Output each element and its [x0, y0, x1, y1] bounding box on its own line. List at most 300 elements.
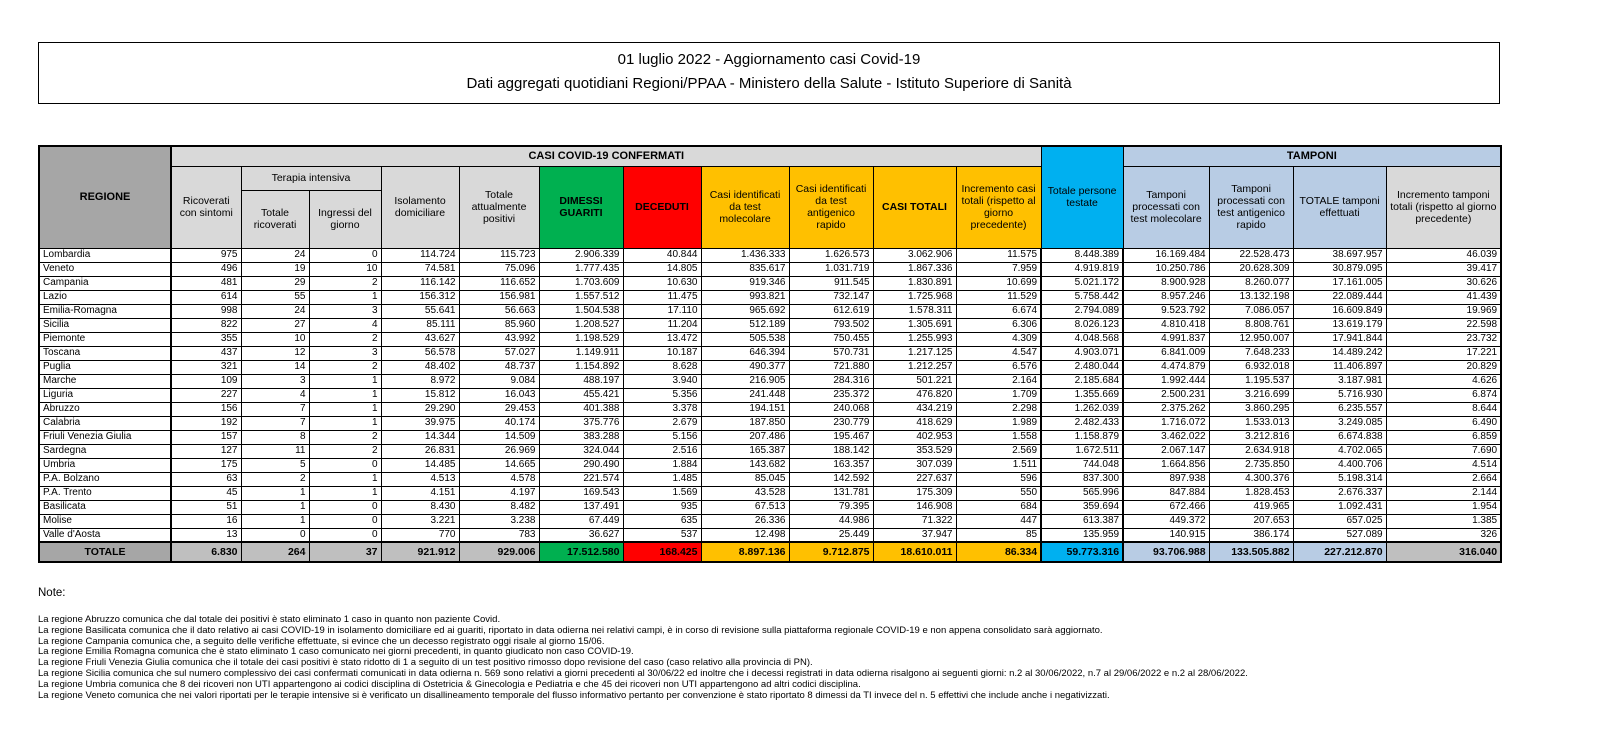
data-cell: 17.941.844	[1293, 332, 1386, 346]
data-cell: 227	[171, 388, 241, 402]
data-cell: 1	[309, 290, 381, 304]
data-cell: 3.378	[623, 402, 701, 416]
table-row	[39, 500, 1501, 514]
data-cell: 40.174	[459, 416, 539, 430]
data-cell: 1.436.333	[701, 248, 789, 262]
data-cell: 26.831	[381, 444, 459, 458]
column-header-ingressi-giorno: Ingressi del giorno	[309, 190, 381, 248]
table-row	[39, 304, 1501, 318]
data-cell: 4.903.071	[1041, 346, 1123, 360]
total-cell: 17.512.580	[539, 542, 623, 562]
data-cell: 175.309	[873, 486, 956, 500]
data-cell: 353.529	[873, 444, 956, 458]
data-cell: 43.992	[459, 332, 539, 346]
table-row	[39, 486, 1501, 500]
total-cell: 264	[241, 542, 309, 562]
data-cell: 5	[241, 458, 309, 472]
total-cell: 168.425	[623, 542, 701, 562]
note-line: La regione Basilicata comunica che il dato relativo ai casi COVID-19 in isolamento domiciliare ed ai guariti, riportato in data odierna nei relativi campi, è in corso di revisione sulla piattaforma regionale COVID-19 e non appena consolidato sarà aggiornato.	[38, 624, 1103, 636]
column-header-totale-ricoverati: Totale ricoverati	[241, 190, 309, 248]
data-cell: 8.430	[381, 500, 459, 514]
data-cell: 2	[309, 332, 381, 346]
column-header-casi-antigenico: Casi identificati da test antigenico rapido	[789, 166, 873, 248]
data-cell: 2.664	[1386, 472, 1501, 486]
data-cell: 750.455	[789, 332, 873, 346]
data-cell: 1.485	[623, 472, 701, 486]
notes-list	[38, 615, 1500, 701]
region-name: Umbria	[39, 458, 171, 472]
data-cell: 6.306	[956, 318, 1041, 332]
data-cell: 36.627	[539, 528, 623, 542]
data-cell: 1.158.879	[1041, 430, 1123, 444]
table-row	[39, 416, 1501, 430]
column-header-casi-molecolare: Casi identificati da test molecolare	[701, 166, 789, 248]
data-cell: 135.959	[1041, 528, 1123, 542]
data-cell: 657.025	[1293, 514, 1386, 528]
total-cell: 86.334	[956, 542, 1041, 562]
report-title-box	[38, 42, 1500, 104]
data-cell: 22.528.473	[1209, 248, 1293, 262]
data-cell: 11.204	[623, 318, 701, 332]
data-cell: 169.543	[539, 486, 623, 500]
data-cell: 2.676.337	[1293, 486, 1386, 500]
column-header-tamponi-molecolare: Tamponi processati con test molecolare	[1123, 166, 1209, 248]
data-cell: 570.731	[789, 346, 873, 360]
data-cell: 7	[241, 402, 309, 416]
data-cell: 6.235.557	[1293, 402, 1386, 416]
data-cell: 0	[309, 500, 381, 514]
region-name: Piemonte	[39, 332, 171, 346]
data-cell: 29.453	[459, 402, 539, 416]
data-cell: 2.298	[956, 402, 1041, 416]
data-cell: 17.221	[1386, 346, 1501, 360]
data-cell: 2	[309, 360, 381, 374]
data-cell: 993.821	[701, 290, 789, 304]
data-cell: 11.406.897	[1293, 360, 1386, 374]
data-cell: 10	[241, 332, 309, 346]
data-cell: 85.960	[459, 318, 539, 332]
data-cell: 41.439	[1386, 290, 1501, 304]
data-cell: 1.031.719	[789, 262, 873, 276]
data-cell: 897.938	[1123, 472, 1209, 486]
data-cell: 1	[241, 514, 309, 528]
data-cell: 1.385	[1386, 514, 1501, 528]
region-name: Veneto	[39, 262, 171, 276]
data-cell: 19	[241, 262, 309, 276]
column-header-persone-testate: Totale persone testate	[1041, 146, 1123, 248]
data-cell: 1.954	[1386, 500, 1501, 514]
data-cell: 1.664.856	[1123, 458, 1209, 472]
table-row	[39, 388, 1501, 402]
data-cell: 975	[171, 248, 241, 262]
data-cell: 612.619	[789, 304, 873, 318]
table-row	[39, 318, 1501, 332]
data-cell: 207.653	[1209, 514, 1293, 528]
data-cell: 3.860.295	[1209, 402, 1293, 416]
region-name: P.A. Bolzano	[39, 472, 171, 486]
data-cell: 383.288	[539, 430, 623, 444]
data-cell: 8.448.389	[1041, 248, 1123, 262]
data-cell: 1.557.512	[539, 290, 623, 304]
data-cell: 8.900.928	[1123, 276, 1209, 290]
data-cell: 16.043	[459, 388, 539, 402]
data-cell: 1.578.311	[873, 304, 956, 318]
data-cell: 4.578	[459, 472, 539, 486]
data-cell: 1.305.691	[873, 318, 956, 332]
region-name: Liguria	[39, 388, 171, 402]
data-cell: 14.485	[381, 458, 459, 472]
data-cell: 1.703.609	[539, 276, 623, 290]
data-cell: 5.198.314	[1293, 472, 1386, 486]
total-label: TOTALE	[39, 542, 171, 562]
data-cell: 4.474.879	[1123, 360, 1209, 374]
report-title: 01 luglio 2022 - Aggiornamento casi Covid-19	[617, 51, 921, 69]
data-cell: 9.084	[459, 374, 539, 388]
table-row	[39, 402, 1501, 416]
data-cell: 140.915	[1123, 528, 1209, 542]
region-name: Puglia	[39, 360, 171, 374]
data-cell: 326	[1386, 528, 1501, 542]
data-cell: 11.529	[956, 290, 1041, 304]
total-cell: 18.610.011	[873, 542, 956, 562]
data-cell: 7.648.233	[1209, 346, 1293, 360]
data-cell: 25.449	[789, 528, 873, 542]
table-row	[39, 472, 1501, 486]
data-cell: 550	[956, 486, 1041, 500]
data-cell: 783	[459, 528, 539, 542]
data-cell: 2	[241, 472, 309, 486]
data-cell: 672.466	[1123, 500, 1209, 514]
table-row	[39, 430, 1501, 444]
region-name: Basilicata	[39, 500, 171, 514]
data-cell: 3.062.906	[873, 248, 956, 262]
column-header-isolamento: Isolamento domiciliare	[381, 166, 459, 248]
total-cell: 59.773.316	[1041, 542, 1123, 562]
data-cell: 3	[241, 374, 309, 388]
data-cell: 115.723	[459, 248, 539, 262]
data-cell: 8.260.077	[1209, 276, 1293, 290]
data-cell: 4.919.819	[1041, 262, 1123, 276]
data-cell: 1	[309, 374, 381, 388]
data-cell: 2.735.850	[1209, 458, 1293, 472]
data-cell: 14.509	[459, 430, 539, 444]
total-row	[39, 542, 1501, 562]
column-header-tamponi-antigenico: Tamponi processati con test antigenico rapido	[1209, 166, 1293, 248]
data-cell: 7.086.057	[1209, 304, 1293, 318]
data-cell: 156.312	[381, 290, 459, 304]
data-cell: 79.395	[789, 500, 873, 514]
data-cell: 48.402	[381, 360, 459, 374]
data-cell: 24	[241, 304, 309, 318]
data-cell: 1.092.431	[1293, 500, 1386, 514]
data-cell: 5.156	[623, 430, 701, 444]
data-cell: 4.810.418	[1123, 318, 1209, 332]
data-cell: 447	[956, 514, 1041, 528]
data-cell: 6.841.009	[1123, 346, 1209, 360]
data-cell: 375.776	[539, 416, 623, 430]
data-cell: 744.048	[1041, 458, 1123, 472]
data-cell: 13.132.198	[1209, 290, 1293, 304]
data-cell: 12	[241, 346, 309, 360]
data-cell: 998	[171, 304, 241, 318]
data-cell: 4.991.837	[1123, 332, 1209, 346]
data-cell: 6.932.018	[1209, 360, 1293, 374]
data-cell: 919.346	[701, 276, 789, 290]
region-name: Emilia-Romagna	[39, 304, 171, 318]
data-cell: 596	[956, 472, 1041, 486]
region-name: Sardegna	[39, 444, 171, 458]
data-cell: 241.448	[701, 388, 789, 402]
data-cell: 37.947	[873, 528, 956, 542]
column-header-totale-tamponi: TOTALE tamponi effettuati	[1293, 166, 1386, 248]
data-cell: 476.820	[873, 388, 956, 402]
data-cell: 43.528	[701, 486, 789, 500]
table-row	[39, 514, 1501, 528]
data-cell: 137.491	[539, 500, 623, 514]
data-cell: 793.502	[789, 318, 873, 332]
data-cell: 0	[309, 248, 381, 262]
data-cell: 8.972	[381, 374, 459, 388]
data-cell: 22.089.444	[1293, 290, 1386, 304]
data-cell: 1	[309, 416, 381, 430]
data-cell: 27	[241, 318, 309, 332]
data-cell: 324.044	[539, 444, 623, 458]
header-group-row	[39, 146, 1501, 166]
data-cell: 56.663	[459, 304, 539, 318]
data-cell: 51	[171, 500, 241, 514]
column-header-deceduti: DECEDUTI	[623, 166, 701, 248]
data-cell: 3	[309, 304, 381, 318]
data-cell: 1.828.453	[1209, 486, 1293, 500]
data-cell: 1.992.444	[1123, 374, 1209, 388]
data-cell: 284.316	[789, 374, 873, 388]
data-cell: 481	[171, 276, 241, 290]
data-cell: 4.513	[381, 472, 459, 486]
data-cell: 3.212.816	[1209, 430, 1293, 444]
data-cell: 188.142	[789, 444, 873, 458]
data-cell: 13	[171, 528, 241, 542]
region-name: Valle d'Aosta	[39, 528, 171, 542]
data-cell: 20.628.309	[1209, 262, 1293, 276]
report-page	[38, 42, 1500, 701]
data-cell: 2.634.918	[1209, 444, 1293, 458]
data-cell: 8.628	[623, 360, 701, 374]
data-cell: 2.375.262	[1123, 402, 1209, 416]
data-cell: 29.290	[381, 402, 459, 416]
data-cell: 17.161.005	[1293, 276, 1386, 290]
data-cell: 7.959	[956, 262, 1041, 276]
data-cell: 3	[309, 346, 381, 360]
data-cell: 1.217.125	[873, 346, 956, 360]
data-cell: 4.702.065	[1293, 444, 1386, 458]
table-body	[39, 248, 1501, 562]
data-cell: 45	[171, 486, 241, 500]
data-cell: 8	[241, 430, 309, 444]
data-cell: 163.357	[789, 458, 873, 472]
total-cell: 8.897.136	[701, 542, 789, 562]
data-cell: 1.212.257	[873, 360, 956, 374]
data-cell: 30.879.095	[1293, 262, 1386, 276]
table-row	[39, 458, 1501, 472]
data-cell: 1.989	[956, 416, 1041, 430]
data-cell: 2	[309, 276, 381, 290]
data-cell: 4.151	[381, 486, 459, 500]
note-line: La regione Veneto comunica che nei valori riportati per le terapie intensive si è verificato un disallineamento temporale del flusso informativo pertanto per convenzione è stato riportato 8 dimessi da TI invece del n. 5 effettivi che include anche i negativizzati.	[38, 689, 1110, 701]
data-cell: 6.674	[956, 304, 1041, 318]
table-row	[39, 332, 1501, 346]
data-cell: 9.523.792	[1123, 304, 1209, 318]
data-cell: 74.581	[381, 262, 459, 276]
data-cell: 230.779	[789, 416, 873, 430]
data-cell: 67.513	[701, 500, 789, 514]
data-cell: 10.699	[956, 276, 1041, 290]
data-cell: 2.516	[623, 444, 701, 458]
data-cell: 1.725.968	[873, 290, 956, 304]
data-cell: 175	[171, 458, 241, 472]
table-row	[39, 528, 1501, 542]
data-cell: 14.665	[459, 458, 539, 472]
data-cell: 2.569	[956, 444, 1041, 458]
data-cell: 501.221	[873, 374, 956, 388]
table-row	[39, 276, 1501, 290]
data-cell: 290.490	[539, 458, 623, 472]
data-cell: 402.953	[873, 430, 956, 444]
data-cell: 8.644	[1386, 402, 1501, 416]
data-cell: 2.164	[956, 374, 1041, 388]
note-line: La regione Sicilia comunica che sul numero complessivo dei casi confermati comunicati in data odierna n. 569 sono relativi a giorni precedenti al 30/06/22 ed inoltre che i decessi registrati in data odierna risalgono ai seguenti giorni: n.2 al 30/06/2022, n.7 al 29/06/2022 e n.2 al 28/06/2022.	[38, 667, 1248, 679]
data-cell: 4.309	[956, 332, 1041, 346]
data-cell: 613.387	[1041, 514, 1123, 528]
data-cell: 63	[171, 472, 241, 486]
column-header-ricoverati: Ricoverati con sintomi	[171, 166, 241, 248]
data-cell: 355	[171, 332, 241, 346]
data-cell: 16.169.484	[1123, 248, 1209, 262]
data-cell: 14	[241, 360, 309, 374]
report-subtitle: Dati aggregati quotidiani Regioni/PPAA - Ministero della Salute - Istituto Superiore di Sanità	[466, 74, 1072, 92]
data-cell: 1.533.013	[1209, 416, 1293, 430]
data-cell: 40.844	[623, 248, 701, 262]
note-line: La regione Friuli Venezia Giulia comunica che il totale dei casi positivi è stato ridotto di 1 a seguito di un test positivo rimosso dopo revisione del caso (caso relativo alla provincia di PN).	[38, 657, 813, 669]
data-cell: 109	[171, 374, 241, 388]
table-row	[39, 360, 1501, 374]
data-cell: 512.189	[701, 318, 789, 332]
data-cell: 4.514	[1386, 458, 1501, 472]
data-cell: 1	[241, 500, 309, 514]
data-cell: 16.609.849	[1293, 304, 1386, 318]
data-cell: 965.692	[701, 304, 789, 318]
data-cell: 56.578	[381, 346, 459, 360]
data-cell: 1.777.435	[539, 262, 623, 276]
total-cell: 37	[309, 542, 381, 562]
data-cell: 39.975	[381, 416, 459, 430]
data-cell: 4.048.568	[1041, 332, 1123, 346]
data-cell: 3.940	[623, 374, 701, 388]
data-cell: 837.300	[1041, 472, 1123, 486]
data-cell: 8.026.123	[1041, 318, 1123, 332]
data-cell: 17.110	[623, 304, 701, 318]
data-cell: 732.147	[789, 290, 873, 304]
data-cell: 3.238	[459, 514, 539, 528]
data-cell: 114.724	[381, 248, 459, 262]
data-cell: 85.111	[381, 318, 459, 332]
data-cell: 13.472	[623, 332, 701, 346]
data-cell: 7.690	[1386, 444, 1501, 458]
data-cell: 221.574	[539, 472, 623, 486]
region-name: P.A. Trento	[39, 486, 171, 500]
data-cell: 75.096	[459, 262, 539, 276]
data-cell: 1.255.993	[873, 332, 956, 346]
data-cell: 44.986	[789, 514, 873, 528]
data-cell: 14.344	[381, 430, 459, 444]
data-cell: 6.859	[1386, 430, 1501, 444]
data-cell: 235.372	[789, 388, 873, 402]
data-cell: 1	[309, 486, 381, 500]
data-cell: 156.981	[459, 290, 539, 304]
data-cell: 14.805	[623, 262, 701, 276]
data-cell: 505.538	[701, 332, 789, 346]
notes-title: Note:	[38, 587, 66, 599]
data-cell: 127	[171, 444, 241, 458]
data-cell: 0	[309, 458, 381, 472]
data-cell: 207.486	[701, 430, 789, 444]
data-cell: 143.682	[701, 458, 789, 472]
table-row	[39, 290, 1501, 304]
data-cell: 1.262.039	[1041, 402, 1123, 416]
total-cell: 133.505.882	[1209, 542, 1293, 562]
table-row	[39, 374, 1501, 388]
region-name: Marche	[39, 374, 171, 388]
data-cell: 3.187.981	[1293, 374, 1386, 388]
data-cell: 721.880	[789, 360, 873, 374]
table-row	[39, 262, 1501, 276]
data-cell: 434.219	[873, 402, 956, 416]
data-cell: 935	[623, 500, 701, 514]
group-header-tamponi: TAMPONI	[1123, 146, 1501, 166]
data-cell: 12.950.007	[1209, 332, 1293, 346]
data-cell: 1.558	[956, 430, 1041, 444]
data-cell: 2.480.044	[1041, 360, 1123, 374]
data-cell: 146.908	[873, 500, 956, 514]
group-header-terapia-intensiva: Terapia intensiva	[241, 166, 381, 190]
data-cell: 192	[171, 416, 241, 430]
data-cell: 437	[171, 346, 241, 360]
table-row	[39, 444, 1501, 458]
note-line: La regione Umbria comunica che 8 dei ricoveri non UTI appartengono ai codici disciplina di Ostetricia & Ginecologia e Pediatria e che 45 dei ricoveri non UTI appartengono ad altri codici disciplina.	[38, 678, 861, 690]
data-cell: 24	[241, 248, 309, 262]
data-cell: 5.021.172	[1041, 276, 1123, 290]
data-cell: 2.067.147	[1123, 444, 1209, 458]
column-header-incremento-tamponi: Incremento tamponi totali (rispetto al giorno precedente)	[1386, 166, 1501, 248]
data-cell: 488.197	[539, 374, 623, 388]
data-cell: 38.697.957	[1293, 248, 1386, 262]
data-cell: 1	[241, 486, 309, 500]
data-cell: 157	[171, 430, 241, 444]
data-cell: 307.039	[873, 458, 956, 472]
data-cell: 43.627	[381, 332, 459, 346]
data-cell: 614	[171, 290, 241, 304]
region-name: Toscana	[39, 346, 171, 360]
data-cell: 22.598	[1386, 318, 1501, 332]
data-cell: 11.475	[623, 290, 701, 304]
data-cell: 131.781	[789, 486, 873, 500]
data-cell: 85.045	[701, 472, 789, 486]
data-cell: 4.547	[956, 346, 1041, 360]
total-cell: 227.212.870	[1293, 542, 1386, 562]
data-cell: 5.356	[623, 388, 701, 402]
data-cell: 20.829	[1386, 360, 1501, 374]
data-cell: 156	[171, 402, 241, 416]
data-cell: 6.576	[956, 360, 1041, 374]
